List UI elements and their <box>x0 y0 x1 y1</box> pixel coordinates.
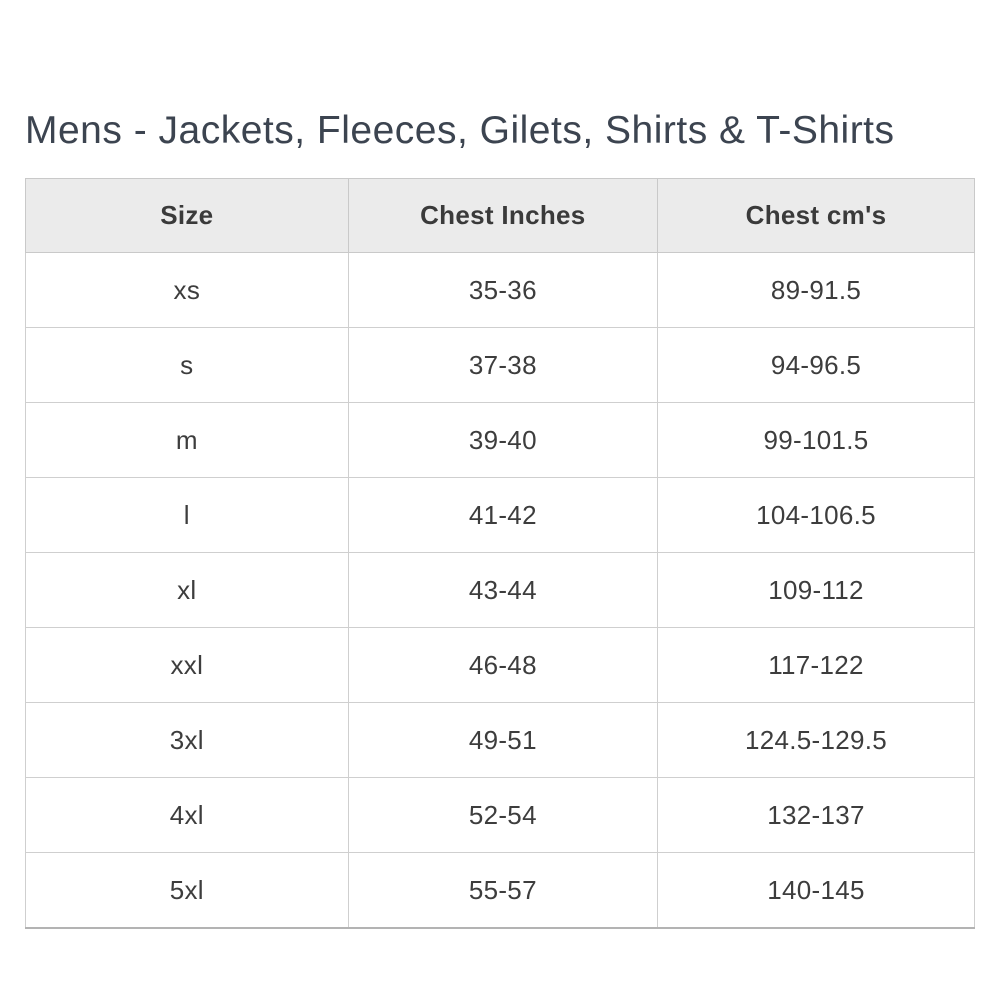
size-cell: 4xl <box>26 778 349 853</box>
chest-inches-cell: 55-57 <box>348 853 657 929</box>
size-cell: 3xl <box>26 703 349 778</box>
table-row <box>26 628 975 703</box>
size-cell: xl <box>26 553 349 628</box>
size-cell: s <box>26 328 349 403</box>
size-cell: 5xl <box>26 853 349 929</box>
table-row <box>26 778 975 853</box>
chest-cms-cell: 117-122 <box>658 628 975 703</box>
table-row <box>26 253 975 328</box>
table-row <box>26 403 975 478</box>
size-cell: xxl <box>26 628 349 703</box>
column-header-size: Size <box>26 179 349 253</box>
size-chart-table <box>25 178 975 929</box>
table-row <box>26 703 975 778</box>
table-header <box>26 179 975 253</box>
chest-inches-cell: 46-48 <box>348 628 657 703</box>
chest-cms-cell: 89-91.5 <box>658 253 975 328</box>
table-row <box>26 553 975 628</box>
chest-cms-cell: 109-112 <box>658 553 975 628</box>
chest-cms-cell: 99-101.5 <box>658 403 975 478</box>
chest-inches-cell: 35-36 <box>348 253 657 328</box>
table-body <box>26 253 975 929</box>
chest-inches-cell: 41-42 <box>348 478 657 553</box>
size-cell: xs <box>26 253 349 328</box>
column-header-chest-cms: Chest cm's <box>658 179 975 253</box>
chest-inches-cell: 39-40 <box>348 403 657 478</box>
chest-cms-cell: 140-145 <box>658 853 975 929</box>
size-cell: m <box>26 403 349 478</box>
size-cell: l <box>26 478 349 553</box>
table-row <box>26 853 975 929</box>
chest-cms-cell: 124.5-129.5 <box>658 703 975 778</box>
chest-cms-cell: 104-106.5 <box>658 478 975 553</box>
header-row <box>26 179 975 253</box>
column-header-chest-inches: Chest Inches <box>348 179 657 253</box>
chest-inches-cell: 49-51 <box>348 703 657 778</box>
chest-cms-cell: 132-137 <box>658 778 975 853</box>
table-row <box>26 328 975 403</box>
table-row <box>26 478 975 553</box>
chest-cms-cell: 94-96.5 <box>658 328 975 403</box>
page-title: Mens - Jackets, Fleeces, Gilets, Shirts & T-Shirts <box>25 109 895 153</box>
chest-inches-cell: 37-38 <box>348 328 657 403</box>
chest-inches-cell: 43-44 <box>348 553 657 628</box>
chest-inches-cell: 52-54 <box>348 778 657 853</box>
